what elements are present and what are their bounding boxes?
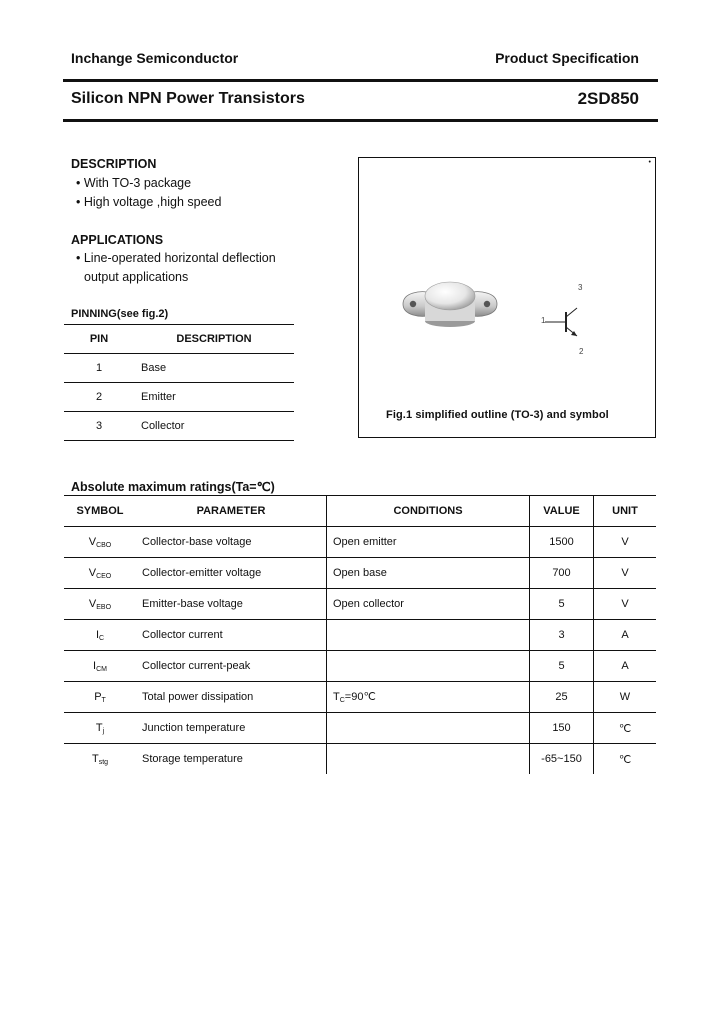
condition-subscript: C (339, 697, 345, 704)
unit-column-header: UNIT (594, 496, 657, 527)
pin-description: Emitter (134, 383, 294, 412)
collector-lead (566, 308, 577, 317)
condition-text-rest: =90℃ (344, 691, 376, 703)
value-cell: 700 (530, 558, 594, 589)
symbol-subscript: EBO (96, 603, 112, 611)
symbol-cell (64, 558, 136, 589)
symbol-subscript: T (101, 696, 106, 704)
symbol-subscript: CM (96, 665, 107, 673)
description-heading: DESCRIPTION (71, 157, 157, 171)
condition-text: Open emitter (333, 535, 397, 548)
description-item: • With TO-3 package (76, 176, 192, 190)
part-number: 2SD850 (577, 89, 639, 108)
symbol-cell (64, 651, 136, 682)
conditions-cell (327, 651, 530, 682)
parameter-cell: Collector current (136, 620, 327, 651)
table-row (64, 713, 656, 744)
figure-box (358, 157, 656, 438)
table-row (64, 558, 656, 589)
symbol-subscript: CBO (96, 541, 112, 549)
pin-number: 3 (64, 412, 134, 441)
unit-cell: A (594, 620, 657, 651)
pinning-row (64, 354, 294, 383)
symbol-cell (64, 620, 136, 651)
symbol-letter: T (91, 752, 99, 765)
unit-cell: ℃ (594, 713, 657, 744)
parameter-cell: Emitter-base voltage (136, 589, 327, 620)
conditions-cell (327, 744, 530, 775)
applications-item: • Line-operated horizontal deflection (76, 251, 276, 265)
company-name: Inchange Semiconductor (71, 50, 239, 66)
base-pin-label: 1 (541, 316, 546, 325)
ratings-heading: Absolute maximum ratings(Ta=℃) (71, 480, 275, 494)
parameter-cell: Collector-emitter voltage (136, 558, 327, 589)
condition-text: Open collector (333, 597, 404, 610)
symbol-cell (64, 589, 136, 620)
document-type: Product Specification (495, 50, 639, 66)
value-cell: 5 (530, 651, 594, 682)
symbol-subscript: stg (98, 758, 109, 766)
pinning-table (64, 324, 294, 441)
symbol-letter: P (94, 690, 102, 703)
unit-cell: A (594, 651, 657, 682)
table-row (64, 651, 656, 682)
symbol-cell (64, 744, 136, 775)
pin-description: Collector (134, 412, 294, 441)
table-row (64, 744, 656, 775)
symbol-subscript: C (99, 634, 105, 642)
symbol-cell (64, 682, 136, 713)
table-row (64, 620, 656, 651)
symbol-letter: V (88, 566, 97, 579)
pin-number: 1 (64, 354, 134, 383)
unit-cell: V (594, 527, 657, 558)
value-cell: -65~150 (530, 744, 594, 775)
emitter-pin-label: 2 (579, 347, 584, 356)
parameter-cell: Junction temperature (136, 713, 327, 744)
page-title: Silicon NPN Power Transistors (71, 90, 305, 107)
to3-package-image (395, 278, 505, 340)
symbol-letter: V (88, 597, 97, 610)
pin-description: Base (134, 354, 294, 383)
conditions-cell (327, 713, 530, 744)
symbol-letter: I (95, 628, 99, 641)
unit-cell: V (594, 558, 657, 589)
value-cell: 3 (530, 620, 594, 651)
conditions-cell (327, 527, 530, 558)
condition-text: T (333, 691, 340, 703)
conditions-cell (327, 558, 530, 589)
pinning-row (64, 383, 294, 412)
applications-heading: APPLICATIONS (71, 233, 164, 247)
description-column-header: DESCRIPTION (134, 325, 294, 354)
collector-pin-label: 3 (578, 283, 583, 292)
parameter-cell: Storage temperature (142, 753, 243, 765)
value-cell: 150 (530, 713, 594, 744)
symbol-cell (64, 713, 136, 744)
symbol-letter: I (93, 659, 97, 672)
applications-item-continued: output applications (84, 270, 189, 284)
table-row (64, 527, 656, 558)
parameter-cell: Collector-base voltage (136, 527, 327, 558)
symbol-letter: V (88, 535, 97, 548)
pinning-heading: PINNING(see fig.2) (71, 308, 169, 320)
parameter-cell: Collector current-peak (136, 651, 327, 682)
description-item: • High voltage ,high speed (76, 195, 222, 209)
conditions-cell (327, 682, 530, 713)
value-cell: 25 (530, 682, 594, 713)
unit-cell: W (594, 682, 657, 713)
table-row (64, 589, 656, 620)
figure-dot: • (648, 159, 651, 166)
symbol-column-header: SYMBOL (64, 496, 136, 527)
ratings-table (64, 495, 656, 774)
figure-caption: Fig.1 simplified outline (TO-3) and symbol (386, 409, 609, 421)
header-rule-top (63, 79, 658, 82)
symbol-letter: T (95, 721, 103, 734)
value-column-header: VALUE (530, 496, 594, 527)
pinning-row (64, 412, 294, 441)
conditions-cell (327, 620, 530, 651)
value-cell: 1500 (530, 527, 594, 558)
table-row (64, 682, 656, 713)
symbol-subscript: j (102, 727, 105, 735)
conditions-cell (327, 589, 530, 620)
unit-cell: V (594, 589, 657, 620)
unit-cell: ℃ (594, 744, 657, 775)
parameter-column-header: PARAMETER (136, 496, 327, 527)
conditions-column-header: CONDITIONS (327, 496, 530, 527)
symbol-cell (64, 527, 136, 558)
header-rule-bottom (63, 119, 658, 122)
ratings-header-row (64, 496, 656, 527)
condition-text: Open base (333, 566, 387, 579)
symbol-subscript: CEO (96, 572, 112, 580)
pinning-header-row (64, 325, 294, 354)
value-cell: 5 (530, 589, 594, 620)
pin-number: 2 (64, 383, 134, 412)
pin-column-header: PIN (64, 325, 134, 354)
parameter-cell: Total power dissipation (136, 682, 327, 713)
